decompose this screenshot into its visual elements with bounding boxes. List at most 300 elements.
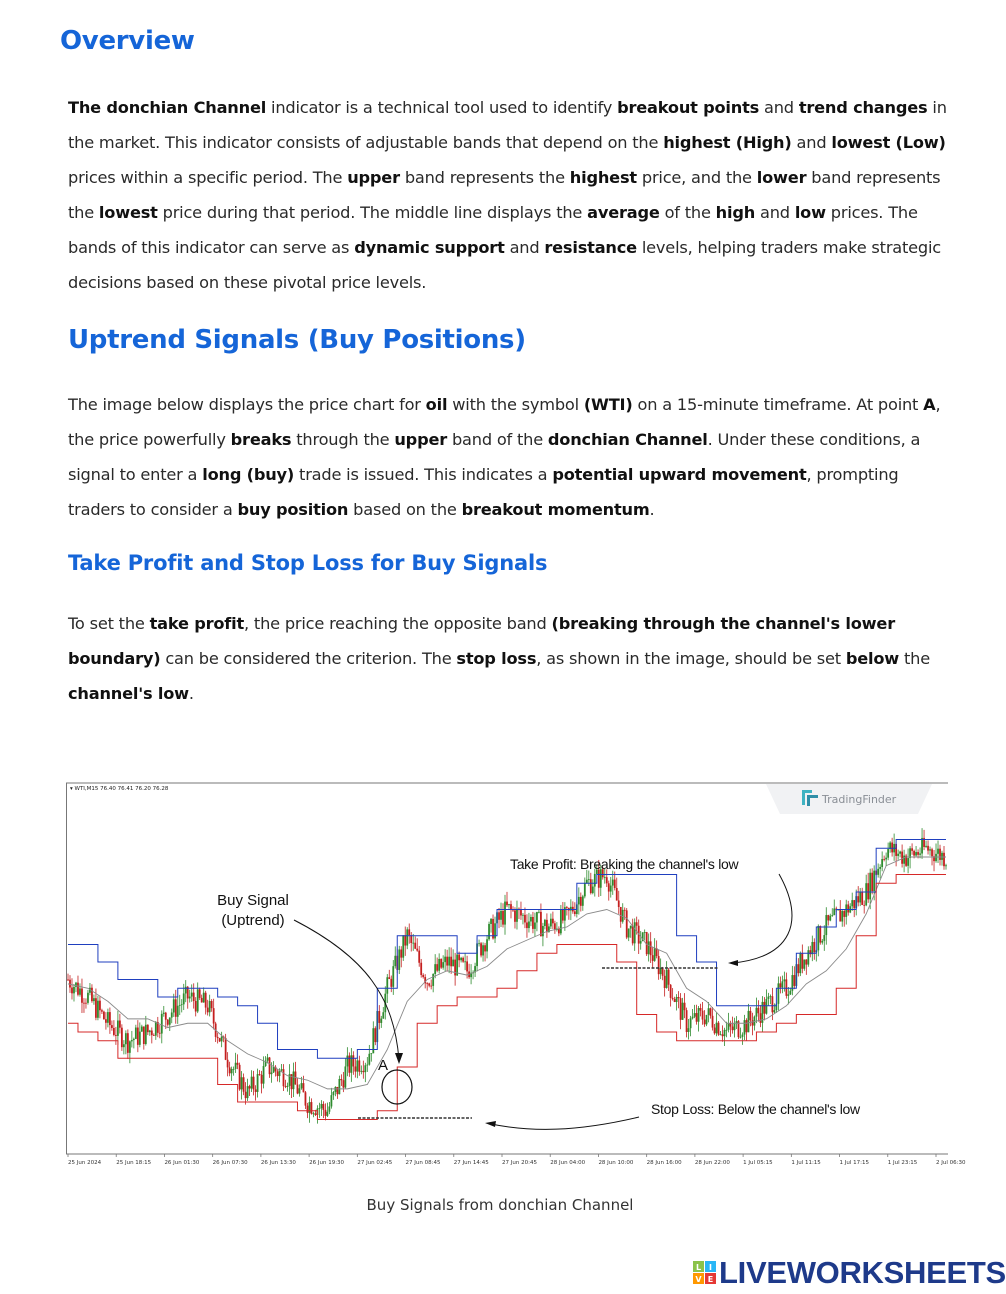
candle-body: [87, 993, 89, 1003]
candle-body: [229, 1067, 231, 1073]
candle-body: [338, 1079, 340, 1094]
candle-body: [841, 911, 843, 922]
candle-body: [694, 1013, 696, 1017]
candle-body: [937, 849, 939, 854]
candle-body: [740, 1037, 742, 1038]
candle-body: [442, 962, 444, 968]
candle-body: [281, 1069, 283, 1070]
candle-body: [676, 997, 678, 1002]
candle-body: [77, 983, 79, 995]
candle-body: [887, 849, 889, 858]
candle-body: [787, 994, 789, 996]
candle-body: [241, 1077, 243, 1089]
candle-body: [724, 1030, 726, 1036]
x-tick-label: 26 Jun 19:30: [309, 1160, 345, 1166]
candle-body: [219, 1038, 221, 1041]
candle-body: [654, 948, 656, 961]
candle-body: [151, 1031, 153, 1036]
candle-body: [853, 900, 855, 908]
candle-body: [356, 1060, 358, 1071]
candle-body: [781, 981, 783, 987]
bold-term: The donchian Channel: [68, 98, 267, 117]
candle-body: [67, 980, 69, 981]
candle-body: [428, 983, 430, 985]
candle-body: [702, 1011, 704, 1020]
bold-term: highest (High): [663, 133, 792, 152]
badge-letter-e: E: [707, 1275, 714, 1284]
overview-heading: Overview: [60, 26, 195, 56]
candle-body: [590, 879, 592, 893]
candle-body: [630, 926, 632, 929]
x-tick-label: 28 Jun 10:00: [598, 1160, 634, 1166]
candle-body: [145, 1025, 147, 1044]
candle-body: [462, 958, 464, 962]
candle-body: [768, 997, 770, 999]
candle-body: [121, 1028, 123, 1047]
candle-body: [460, 958, 462, 960]
candle-body: [831, 915, 833, 916]
candle-body: [919, 853, 921, 854]
candle-body: [785, 979, 787, 995]
candle-body: [829, 916, 831, 921]
candle-body: [688, 1028, 690, 1032]
candle-body: [917, 852, 919, 855]
candle-body: [915, 852, 917, 855]
candle-body: [578, 897, 580, 905]
candle-body: [319, 1108, 321, 1109]
candle-body: [783, 979, 785, 981]
candle-body: [243, 1077, 245, 1091]
candle-body: [458, 955, 460, 961]
bold-term: average: [587, 203, 660, 222]
text-run: the: [899, 649, 930, 668]
candle-body: [107, 1012, 109, 1023]
candle-body: [574, 911, 576, 914]
candle-body: [758, 1008, 760, 1013]
candle-body: [524, 915, 526, 923]
candle-body: [402, 935, 404, 957]
tp-sl-paragraph: [68, 606, 948, 711]
candle-body: [618, 901, 620, 907]
candle-body: [779, 983, 781, 987]
candle-body: [79, 989, 81, 995]
candle-body: [231, 1069, 233, 1073]
candle-body: [674, 999, 676, 1002]
candle-body: [227, 1060, 229, 1068]
text-run: band represents the: [399, 168, 570, 187]
x-tick-label: 27 Jun 14:45: [453, 1160, 489, 1166]
uptrend-label: (Uptrend): [221, 912, 285, 929]
tradingfinder-watermark: [766, 784, 932, 814]
candle-body: [199, 989, 201, 998]
candle-body: [448, 957, 450, 966]
buy-signal-label: Buy Signal: [217, 892, 289, 909]
candle-body: [346, 1056, 348, 1067]
candle-body: [354, 1066, 356, 1071]
candle-body: [414, 943, 416, 949]
tp-sl-heading: Take Profit and Stop Loss for Buy Signals: [68, 551, 548, 575]
candle-body: [137, 1028, 139, 1045]
candle-body: [833, 908, 835, 915]
liveworksheets-wordmark: LIVEWORKSHEETS: [719, 1255, 1006, 1290]
x-tick-label: 27 Jun 20:45: [502, 1160, 537, 1166]
candle-body: [614, 880, 616, 888]
candle-body: [285, 1086, 287, 1087]
candle-body: [871, 873, 873, 891]
bold-term: stop loss: [456, 649, 537, 668]
candle-body: [398, 949, 400, 969]
candle-body: [390, 979, 392, 987]
candle-body: [307, 1106, 309, 1113]
candle-body: [225, 1038, 227, 1060]
text-run: with the symbol: [447, 395, 584, 414]
bold-term: A: [923, 395, 936, 414]
x-tick-label: 28 Jun 04:00: [550, 1160, 586, 1166]
candle-body: [504, 902, 506, 925]
candle-body: [259, 1074, 261, 1075]
candle-body: [532, 917, 534, 929]
candle-body: [706, 1015, 708, 1024]
candle-body: [700, 1008, 702, 1011]
candle-body: [867, 883, 869, 899]
candle-body: [710, 1008, 712, 1016]
candle-body: [604, 877, 606, 878]
candle-body: [203, 993, 205, 1003]
candle-body: [542, 926, 544, 936]
candle-body: [193, 993, 195, 1001]
candle-body: [362, 1071, 364, 1072]
text-run: . Under these conditions, a signal to enter a: [68, 430, 921, 484]
candle-body: [843, 911, 845, 917]
text-run: band represents the: [68, 168, 941, 222]
candle-body: [287, 1086, 289, 1087]
candle-body: [626, 910, 628, 937]
candle-body: [620, 907, 622, 922]
candle-body: [546, 920, 548, 932]
candle-body: [245, 1092, 247, 1098]
candle-body: [93, 998, 95, 1001]
candle-body: [664, 976, 666, 988]
candle-body: [418, 951, 420, 963]
candle-body: [484, 945, 486, 951]
candle-body: [101, 1010, 103, 1011]
candle-body: [352, 1055, 354, 1066]
x-tick-label: 1 Jul 11:15: [791, 1160, 821, 1166]
candle-body: [412, 943, 414, 944]
candle-body: [75, 983, 77, 987]
candle-body: [426, 983, 428, 984]
candle-body: [913, 851, 915, 856]
candle-body: [171, 1012, 173, 1017]
candle-body: [155, 1022, 157, 1036]
candle-body: [271, 1073, 273, 1075]
candle-body: [616, 888, 618, 901]
candle-body: [253, 1077, 255, 1090]
bold-term: lower: [756, 168, 807, 187]
candle-body: [422, 975, 424, 977]
candle-body: [211, 1001, 213, 1008]
candle-body: [927, 846, 929, 851]
candle-body: [696, 1013, 698, 1022]
uptrend-paragraph: [68, 387, 948, 527]
candle-body: [197, 989, 199, 1011]
text-run: in the market. This indicator consists of adjustable bands that depend on the: [68, 98, 947, 152]
candle-body: [181, 1004, 183, 1005]
candle-body: [859, 892, 861, 902]
candle-body: [628, 929, 630, 938]
bold-term: buy position: [237, 500, 349, 519]
bold-term: lowest: [98, 203, 158, 222]
candle-body: [793, 975, 795, 986]
candle-body: [636, 922, 638, 925]
candle-body: [205, 993, 207, 1008]
candle-body: [109, 1012, 111, 1025]
candle-body: [420, 963, 422, 975]
text-run: can be considered the criterion. The: [160, 649, 457, 668]
candle-body: [434, 964, 436, 974]
candle-body: [233, 1069, 235, 1070]
candle-body: [943, 853, 945, 866]
x-tick-label: 26 Jun 07:30: [212, 1160, 248, 1166]
candle-body: [817, 926, 819, 950]
candle-body: [139, 1032, 141, 1045]
text-run: price, and the: [636, 168, 757, 187]
candle-body: [480, 943, 482, 955]
candle-body: [805, 959, 807, 964]
candle-body: [718, 1023, 720, 1035]
candle-body: [323, 1104, 325, 1110]
candle-body: [143, 1027, 145, 1044]
candle-body: [851, 900, 853, 906]
x-tick-label: 25 Jun 2024: [68, 1160, 102, 1166]
candle-body: [734, 1024, 736, 1031]
candle-body: [586, 880, 588, 883]
x-tick-label: 28 Jun 22:00: [694, 1160, 730, 1166]
candle-body: [255, 1089, 257, 1092]
bold-term: upper: [347, 168, 400, 187]
candle-body: [95, 998, 97, 1018]
candle-body: [119, 1021, 121, 1028]
candle-body: [153, 1035, 155, 1036]
candle-body: [368, 1054, 370, 1065]
candle-body: [486, 939, 488, 951]
candle-body: [263, 1066, 265, 1084]
candle-body: [382, 1012, 384, 1018]
candle-body: [921, 838, 923, 854]
candle-body: [598, 870, 600, 888]
bold-term: upper: [394, 430, 448, 449]
candle-body: [159, 1033, 161, 1034]
candle-body: [273, 1067, 275, 1073]
text-run: through the: [291, 430, 395, 449]
uptrend-heading: Uptrend Signals (Buy Positions): [68, 325, 526, 355]
candle-body: [899, 852, 901, 854]
candle-body: [103, 1012, 105, 1020]
candle-body: [584, 883, 586, 896]
candle-body: [456, 955, 458, 976]
candle-body: [606, 877, 608, 883]
text-run: .: [649, 500, 655, 519]
candle-body: [133, 1039, 135, 1040]
candle-body: [514, 910, 516, 921]
candle-body: [941, 853, 943, 860]
candle-body: [392, 966, 394, 987]
candle-body: [129, 1041, 131, 1053]
candle-body: [99, 1001, 101, 1011]
candle-body: [406, 929, 408, 945]
candle-body: [283, 1069, 285, 1086]
candle-body: [680, 998, 682, 1020]
candle-body: [331, 1095, 333, 1106]
candle-body: [678, 997, 680, 998]
candle-body: [386, 977, 388, 993]
candle-body: [877, 869, 879, 875]
x-tick-label: 1 Jul 23:15: [887, 1160, 918, 1166]
candle-body: [430, 986, 432, 987]
candle-body: [81, 989, 83, 1003]
bold-term: below: [845, 649, 900, 668]
candle-body: [863, 905, 865, 906]
candle-body: [97, 1001, 99, 1018]
candle-body: [91, 988, 93, 1001]
candle-body: [269, 1057, 271, 1074]
candle-body: [195, 1001, 197, 1011]
candle-body: [173, 999, 175, 1012]
candle-body: [803, 959, 805, 968]
candle-body: [478, 943, 480, 944]
candle-body: [201, 998, 203, 1003]
candle-body: [839, 910, 841, 922]
badge-letter-l: L: [695, 1263, 702, 1272]
bold-term: (breaking through the channel's lower boundary): [68, 614, 895, 668]
candle-body: [911, 848, 913, 851]
candle-body: [332, 1092, 334, 1095]
candle-body: [728, 1023, 730, 1030]
candle-body: [440, 959, 442, 968]
candle-body: [404, 935, 406, 945]
candle-body: [327, 1112, 329, 1116]
candle-body: [490, 919, 492, 924]
text-run: and: [504, 238, 545, 257]
text-run: and: [791, 133, 832, 152]
candle-body: [147, 1025, 149, 1032]
candle-body: [482, 945, 484, 955]
candle-body: [189, 997, 191, 999]
candle-body: [536, 912, 538, 922]
candle-body: [358, 1060, 360, 1071]
stop-loss-label: Stop Loss: Below the channel's low: [651, 1101, 860, 1117]
candle-body: [698, 1008, 700, 1022]
candle-body: [935, 854, 937, 861]
bold-term: low: [794, 203, 826, 222]
candle-body: [315, 1113, 317, 1115]
candle-body: [716, 1023, 718, 1034]
x-tick-label: 1 Jul 17:15: [839, 1160, 870, 1166]
text-run: price during that period. The middle line displays the: [157, 203, 588, 222]
candle-body: [827, 915, 829, 920]
candle-body: [742, 1035, 744, 1037]
watermark-text: TradingFinder: [822, 793, 897, 806]
text-run: , the price powerfully: [68, 395, 941, 449]
candle-body: [801, 954, 803, 969]
candle-body: [325, 1110, 327, 1116]
chart-caption: Buy Signals from donchian Channel: [366, 1196, 634, 1214]
bold-term: high: [715, 203, 756, 222]
candle-body: [939, 849, 941, 860]
candle-body: [644, 932, 646, 933]
candle-body: [73, 987, 75, 993]
point-a-label: A: [377, 1057, 389, 1074]
candle-body: [945, 865, 947, 866]
candle-body: [634, 922, 636, 943]
candle-body: [141, 1027, 143, 1032]
candle-body: [588, 879, 590, 880]
candle-body: [799, 954, 801, 974]
x-tick-label: 27 Jun 02:45: [357, 1160, 393, 1166]
bold-term: trend changes: [798, 98, 928, 117]
candle-body: [113, 1028, 115, 1035]
candle-body: [249, 1086, 251, 1088]
x-tick-label: 26 Jun 01:30: [164, 1160, 200, 1166]
text-run: To set the: [68, 614, 150, 633]
candle-body: [508, 904, 510, 905]
candle-body: [662, 968, 664, 976]
candle-body: [239, 1065, 241, 1090]
candle-body: [303, 1083, 305, 1092]
candle-body: [313, 1113, 315, 1114]
candle-body: [410, 935, 412, 943]
candle-body: [652, 955, 654, 961]
candle-body: [682, 1003, 684, 1020]
text-run: trade is issued. This indicates a: [294, 465, 553, 484]
x-tick-label: 2 Jul 06:30: [936, 1160, 966, 1166]
candle-body: [530, 917, 532, 921]
candle-body: [672, 998, 674, 999]
candle-body: [811, 942, 813, 954]
candle-body: [344, 1066, 346, 1087]
candle-body: [221, 1037, 223, 1042]
candle-body: [261, 1075, 263, 1084]
candle-body: [540, 912, 542, 936]
candle-body: [891, 843, 893, 853]
candle-body: [247, 1086, 249, 1098]
candle-body: [117, 1021, 119, 1036]
candle-body: [901, 852, 903, 864]
bold-term: lowest (Low): [831, 133, 946, 152]
text-run: indicator is a technical tool used to identify: [266, 98, 618, 117]
candle-body: [329, 1106, 331, 1111]
bold-term: (WTI): [583, 395, 633, 414]
candle-body: [722, 1034, 724, 1036]
candle-body: [71, 988, 73, 994]
candle-body: [666, 970, 668, 988]
bold-term: dynamic support: [354, 238, 505, 257]
candle-body: [704, 1020, 706, 1025]
candle-body: [452, 960, 454, 967]
candle-body: [807, 950, 809, 964]
text-run: , prompting traders to consider a: [68, 465, 899, 519]
candle-body: [885, 858, 887, 860]
candle-body: [432, 974, 434, 986]
text-run: .: [188, 684, 194, 703]
candle-body: [374, 1028, 376, 1042]
candle-body: [881, 859, 883, 867]
candle-body: [554, 923, 556, 930]
text-run: on a 15-minute timeframe. At point: [632, 395, 924, 414]
candle-body: [750, 1011, 752, 1020]
liveworksheets-badge-icon: [693, 1261, 717, 1285]
candle-body: [177, 1006, 179, 1017]
